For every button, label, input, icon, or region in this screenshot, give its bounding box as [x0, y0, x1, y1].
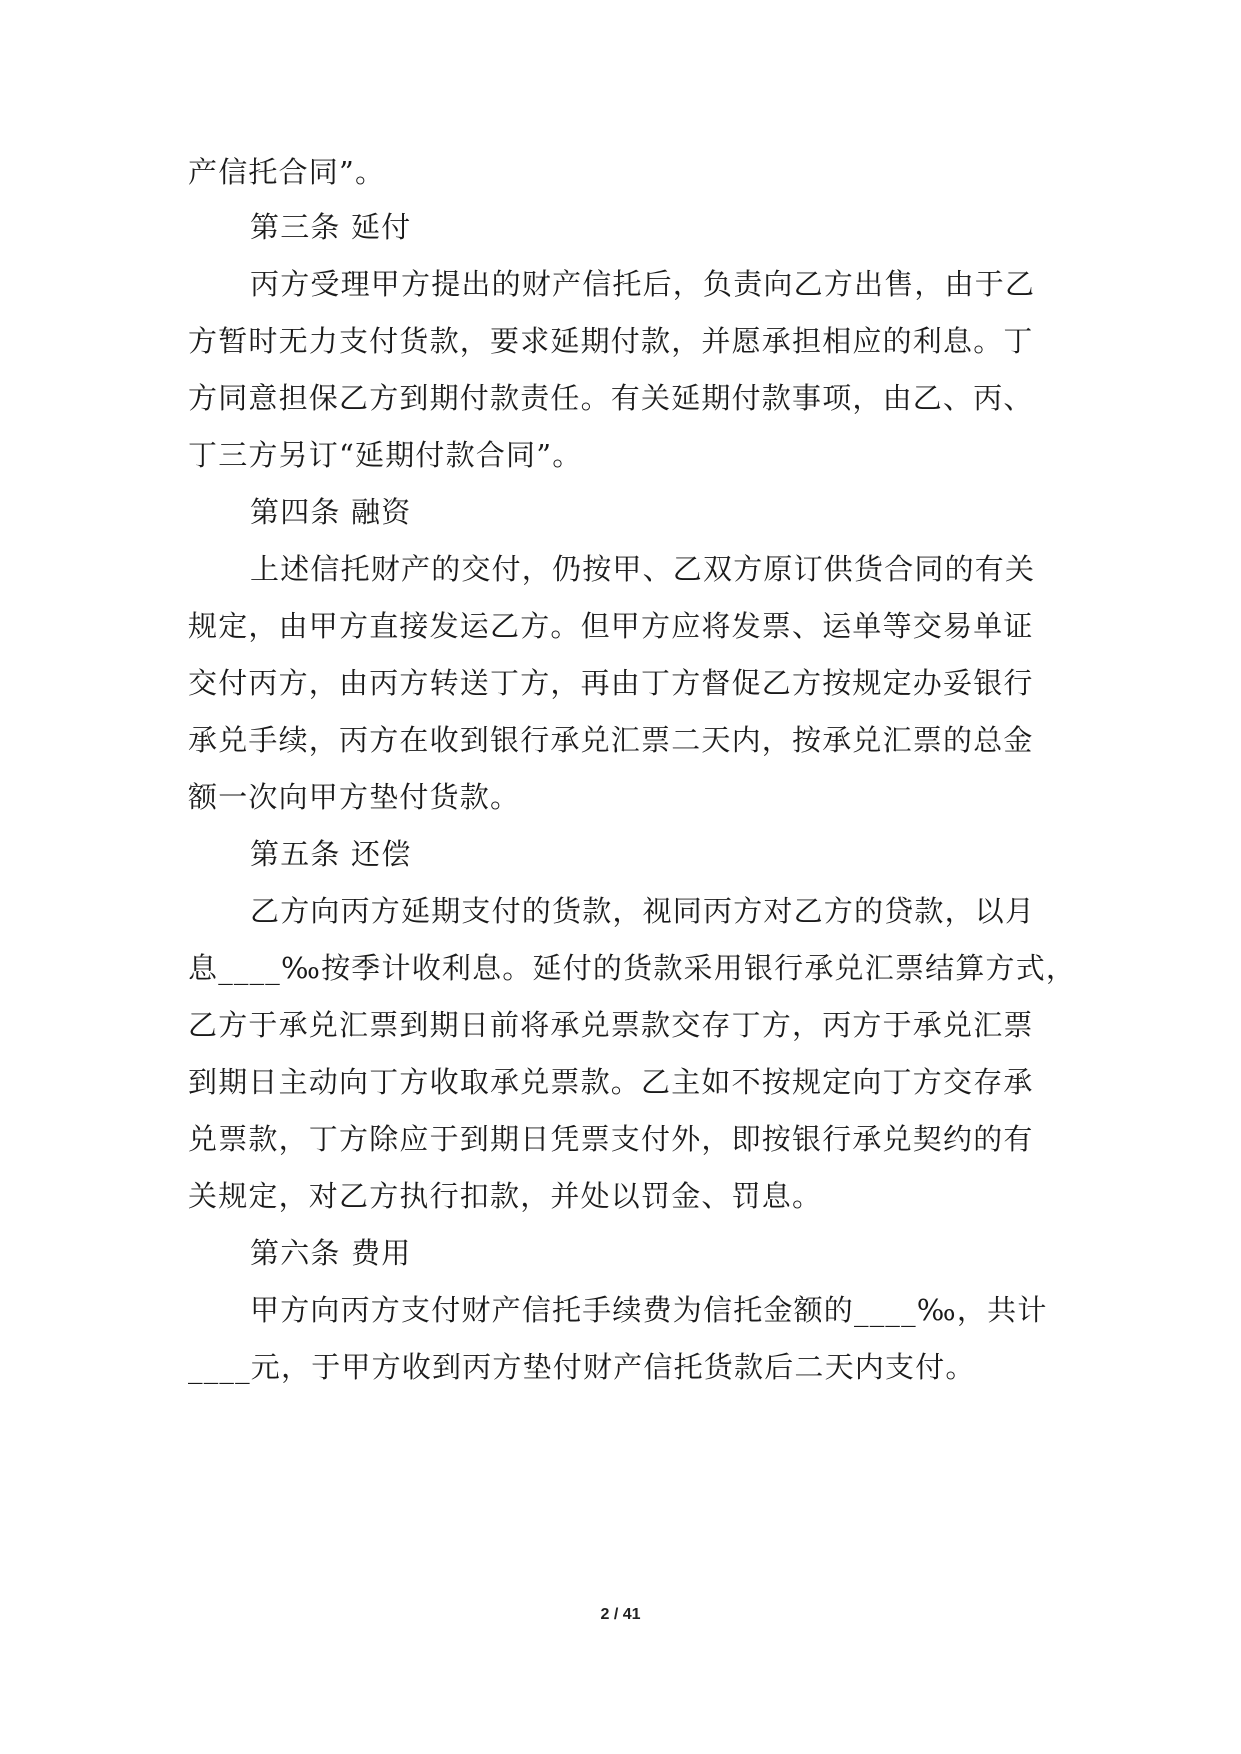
article-heading: 第三条 延付 — [250, 210, 412, 244]
text-line: 交付丙方，由丙方转送丁方，再由丁方督促乙方按规定办妥银行 — [188, 666, 1034, 700]
article-heading: 第四条 融资 — [250, 495, 412, 529]
text-line: 额一次向甲方垫付货款。 — [188, 780, 521, 814]
text-line: 上述信托财产的交付，仍按甲、乙双方原订供货合同的有关 — [250, 552, 1036, 586]
page-number: 2 / 41 — [600, 1606, 641, 1623]
text-line: 丙方受理甲方提出的财产信托后，负责向乙方出售，由于乙 — [250, 267, 1036, 301]
article-heading: 第六条 费用 — [250, 1236, 412, 1270]
text-line: 关规定，对乙方执行扣款，并处以罚金、罚息。 — [188, 1179, 823, 1213]
text-line: 甲方向丙方支付财产信托手续费为信托金额的____‰，共计 — [250, 1293, 1048, 1327]
text-line: 承兑手续，丙方在收到银行承兑汇票二天内，按承兑汇票的总金 — [188, 723, 1034, 757]
text-line: 息____‰按季计收利息。延付的货款采用银行承兑汇票结算方式， — [188, 951, 1077, 985]
text-line: 乙方于承兑汇票到期日前将承兑票款交存丁方，丙方于承兑汇票 — [188, 1008, 1034, 1042]
text-line: 乙方向丙方延期支付的货款，视同丙方对乙方的贷款，以月 — [250, 894, 1036, 928]
text-line: 丁三方另订“延期付款合同”。 — [188, 438, 583, 472]
text-line: 产信托合同”。 — [188, 155, 386, 189]
text-line: 规定，由甲方直接发运乙方。但甲方应将发票、运单等交易单证 — [188, 609, 1034, 643]
text-line: ____元，于甲方收到丙方垫付财产信托货款后二天内支付。 — [188, 1350, 976, 1384]
text-line: 到期日主动向丁方收取承兑票款。乙主如不按规定向丁方交存承 — [188, 1065, 1034, 1099]
article-heading: 第五条 还偿 — [250, 837, 412, 871]
text-line: 兑票款，丁方除应于到期日凭票支付外，即按银行承兑契约的有 — [188, 1122, 1034, 1156]
text-line: 方同意担保乙方到期付款责任。有关延期付款事项，由乙、丙、 — [188, 381, 1034, 415]
text-line: 方暂时无力支付货款，要求延期付款，并愿承担相应的利息。丁 — [188, 324, 1034, 358]
